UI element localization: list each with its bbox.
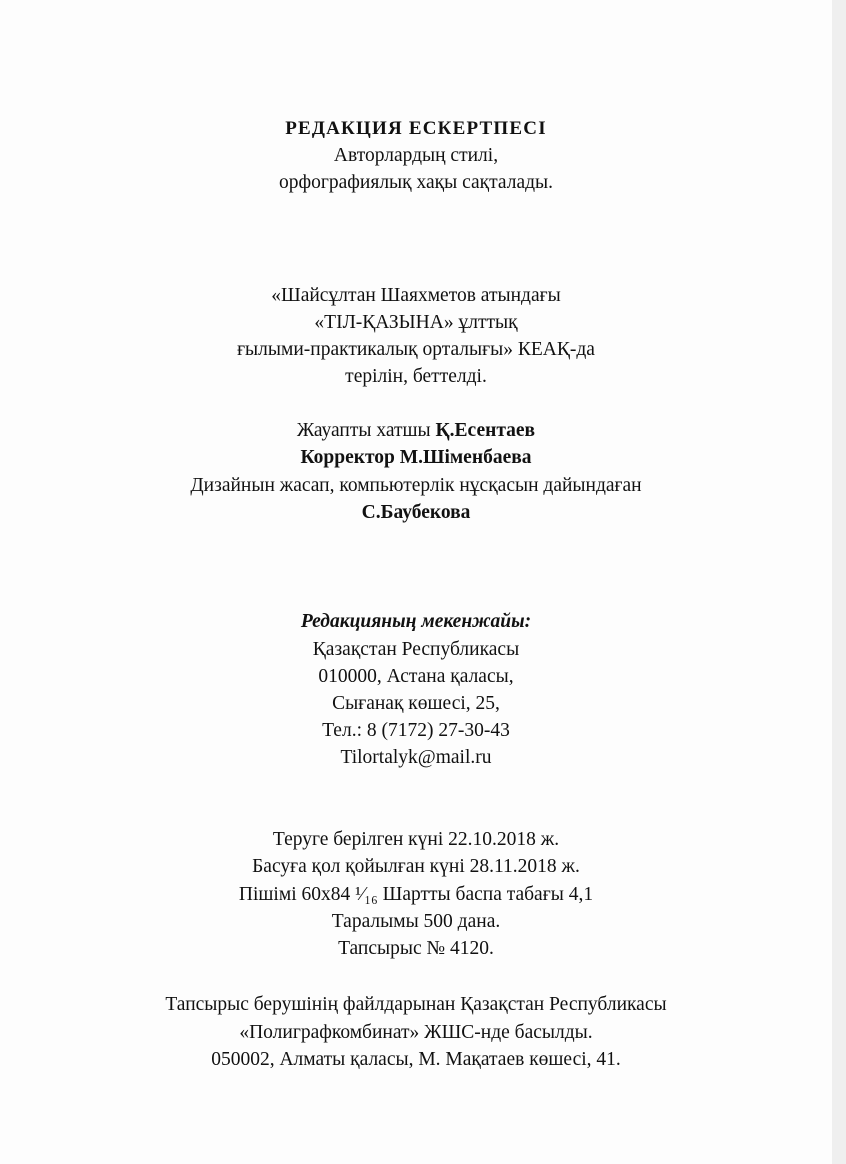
secretary-name: Қ.Есентаев <box>435 420 536 441</box>
printer-line-2: «Полиграфкомбинат» ЖШС-нде басылды. <box>239 1022 593 1043</box>
address-street: Сығанақ көшесі, 25, <box>332 693 500 714</box>
printer-line-3: 050002, Алматы қаласы, М. Мақатаев көшесі, 41. <box>211 1049 621 1070</box>
editorial-note-line-2: орфографиялық хақы сақталады. <box>279 172 553 193</box>
center-line-3: ғылыми-практикалық орталығы» КЕАҚ-да <box>237 339 595 360</box>
print-run: Таралымы 500 дана. <box>331 911 501 932</box>
print-format: Пішімі 60х84 ¹⁄₁₆ Шартты баспа табағы 4,1 <box>238 884 594 905</box>
corrector-role: Корректор <box>300 447 400 468</box>
corrector-name: М.Шіменбаева <box>399 447 532 468</box>
secretary-credit <box>0 418 832 444</box>
center-line-4: терілін, беттелді. <box>345 366 487 387</box>
address-heading: Редакцияның мекенжайы: <box>300 611 532 632</box>
address-phone: Тел.: 8 (7172) 27-30-43 <box>322 720 510 741</box>
designer-role: Дизайнын жасап, компьютерлік нұсқасын дайындаған <box>190 475 642 496</box>
corrector-credit <box>0 445 832 471</box>
editorial-note-line-1: Авторлардың стилі, <box>333 145 499 166</box>
center-line-1: «Шайсұлтан Шаяхметов атындағы <box>271 285 561 306</box>
address-email: Tilortalyk@mail.ru <box>340 747 492 768</box>
designer-name: С.Баубекова <box>361 502 471 523</box>
printer-line-1: Тапсырыс берушінің файлдарынан Қазақстан Республикасы <box>165 994 667 1015</box>
address-country: Қазақстан Республикасы <box>312 639 520 660</box>
print-submitted: Теруге берілген күні 22.10.2018 ж. <box>272 829 560 850</box>
secretary-role: Жауапты хатшы <box>296 420 436 441</box>
print-order: Тапсырыс № 4120. <box>338 938 494 959</box>
editorial-note-title: РЕДАКЦИЯ ЕСКЕРТПЕСІ <box>285 118 547 139</box>
center-line-2: «ТІЛ-ҚАЗЫНА» ұлттық <box>314 312 518 333</box>
print-signed: Басуға қол қойылған күні 28.11.2018 ж. <box>252 856 580 877</box>
address-city: 010000, Астана қаласы, <box>318 666 514 687</box>
